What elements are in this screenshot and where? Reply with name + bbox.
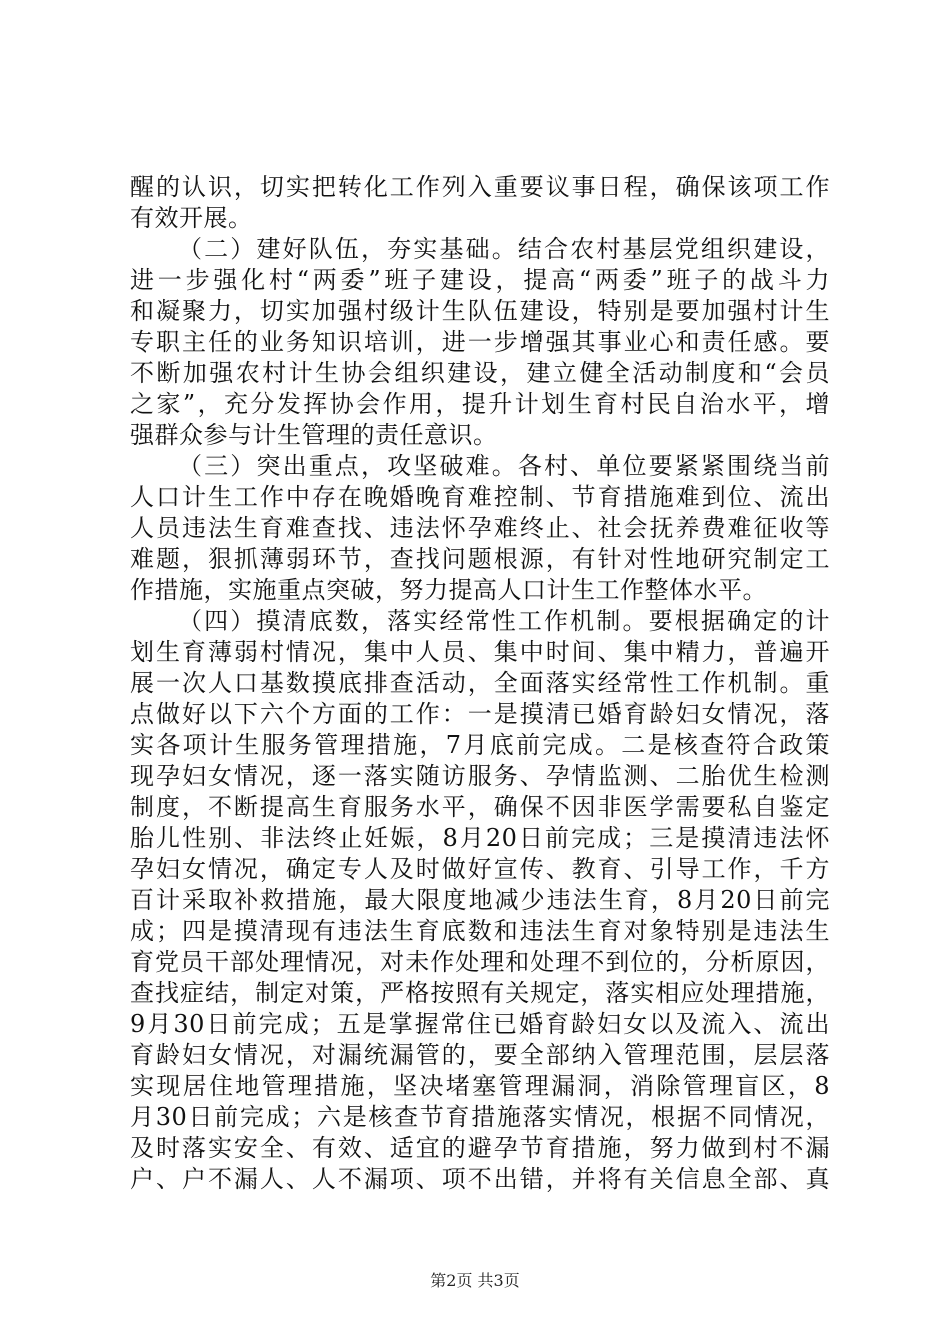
text-line: （二）建好队伍，夯实基础。结合农村基层党组织建设， [178, 235, 830, 263]
text-line: （三）突出重点，攻坚破难。各村、单位要紧紧围绕当前 [178, 452, 830, 480]
text-line: 9月30日前完成；五是掌握常住已婚育龄妇女以及流入、流出 [130, 1010, 830, 1038]
text-line: 人员违法生育难查找、违法怀孕难终止、社会抚养费难征收等 [130, 514, 830, 542]
text-line: 划生育薄弱村情况，集中人员、集中时间、集中精力，普遍开 [130, 638, 830, 666]
document-body [130, 172, 830, 1195]
text-line: 及时落实安全、有效、适宜的避孕节育措施，努力做到村不漏 [130, 1134, 830, 1162]
page-number: 第2页 共3页 [430, 1271, 520, 1290]
text-line: 胎儿性别、非法终止妊娠，8月20日前完成；三是摸清违法怀 [130, 824, 830, 852]
text-line: 醒的认识，切实把转化工作列入重要议事日程，确保该项工作 [130, 173, 830, 201]
text-line: 和凝聚力，切实加强村级计生队伍建设，特别是要加强村计生 [130, 297, 830, 325]
text-line: 进一步强化村“两委”班子建设，提高“两委”班子的战斗力 [130, 266, 830, 294]
text-line: 孕妇女情况，确定专人及时做好宣传、教育、引导工作，千方 [130, 855, 830, 883]
text-line: 强群众参与计生管理的责任意识。 [130, 421, 498, 449]
text-line: 有效开展。 [130, 204, 253, 232]
text-line: 不断加强农村计生协会组织建设，建立健全活动制度和“会员 [130, 359, 830, 387]
text-line: 月30日前完成；六是核查节育措施落实情况，根据不同情况， [130, 1103, 830, 1131]
text-line: （四）摸清底数，落实经常性工作机制。要根据确定的计 [178, 607, 830, 635]
text-line: 点做好以下六个方面的工作：一是摸清已婚育龄妇女情况，落 [130, 700, 830, 728]
text-line: 专职主任的业务知识培训，进一步增强其事业心和责任感。要 [130, 328, 830, 356]
text-line: 查找症结，制定对策，严格按照有关规定，落实相应处理措施， [130, 979, 830, 1007]
text-line: 实现居住地管理措施，坚决堵塞管理漏洞，消除管理盲区，8 [130, 1072, 830, 1100]
text-line: 展一次人口基数摸底排查活动，全面落实经常性工作机制。重 [130, 669, 830, 697]
text-line: 百计采取补救措施，最大限度地减少违法生育，8月20日前完 [130, 886, 830, 914]
text-line: 作措施，实施重点突破，努力提高人口计生工作整体水平。 [130, 576, 767, 604]
text-line: 现孕妇女情况，逐一落实随访服务、孕情监测、二胎优生检测 [130, 762, 830, 790]
text-line: 制度，不断提高生育服务水平，确保不因非医学需要私自鉴定 [130, 793, 830, 821]
text-line: 户、户不漏人、人不漏项、项不出错，并将有关信息全部、真 [130, 1165, 830, 1193]
text-line: 实各项计生服务管理措施，7月底前完成。二是核查符合政策 [130, 731, 830, 759]
text-line: 之家”，充分发挥协会作用，提升计划生育村民自治水平，增 [130, 390, 830, 418]
text-line: 成；四是摸清现有违法生育底数和违法生育对象特别是违法生 [130, 917, 830, 945]
text-line: 人口计生工作中存在晚婚晚育难控制、节育措施难到位、流出 [130, 483, 830, 511]
text-line: 难题，狠抓薄弱环节，查找问题根源，有针对性地研究制定工 [130, 545, 830, 573]
text-line: 育党员干部处理情况，对未作处理和处理不到位的，分析原因， [130, 948, 830, 976]
text-line: 育龄妇女情况，对漏统漏管的，要全部纳入管理范围，层层落 [130, 1041, 830, 1069]
